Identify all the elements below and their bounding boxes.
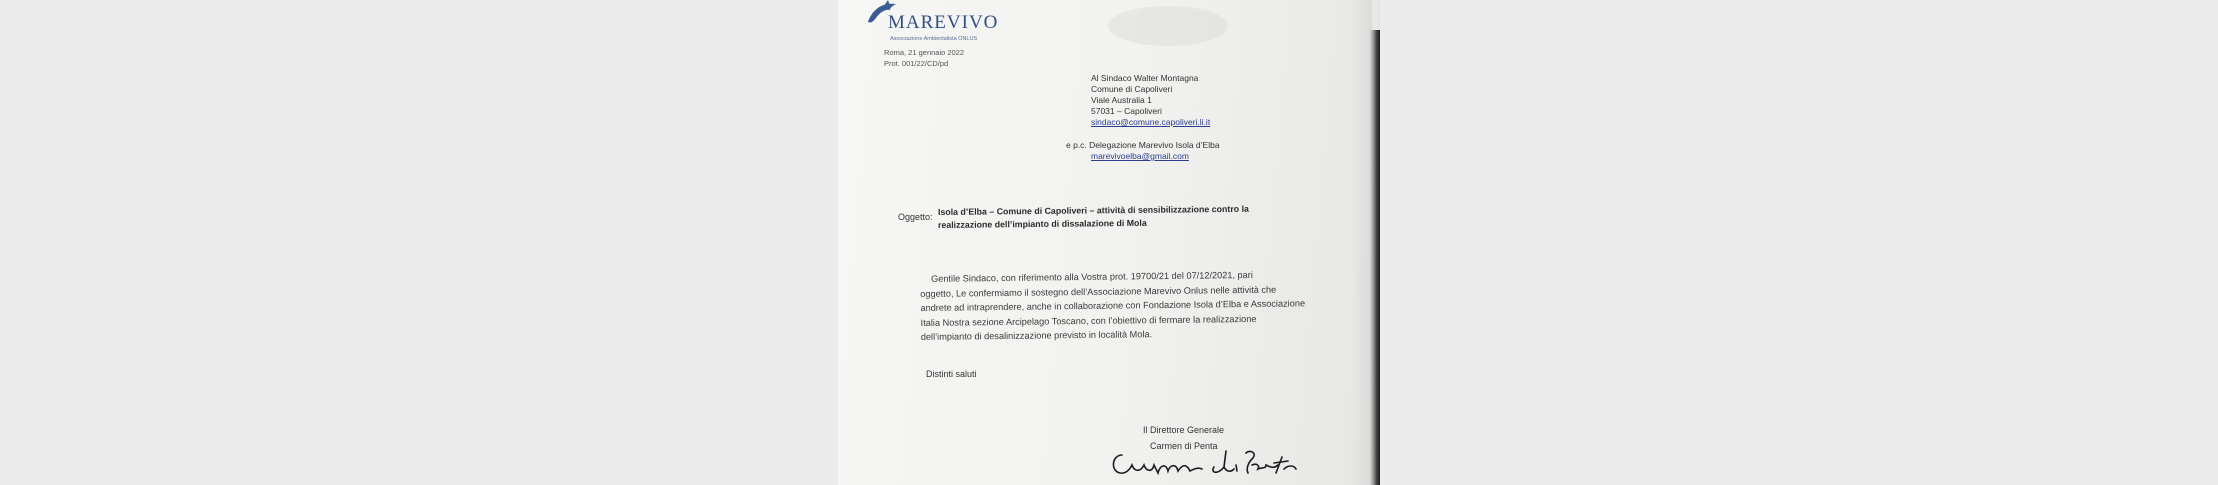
- subject-line-1: Isola d’Elba – Comune di Capoliveri – attività di sensibilizzazione contro la: [937, 203, 1249, 217]
- brand-subtitle: Associazione Ambientalista ONLUS: [890, 36, 978, 42]
- body-line-1: Gentile Sindaco, con riferimento alla Vostra prot. 19700/21 del 07/12/2021, pari: [931, 269, 1253, 284]
- letter-body: [920, 267, 1305, 344]
- recipient-line-4: 57031 – Capoliveri: [1091, 106, 1162, 116]
- recipient-email-link[interactable]: sindaco@comune.capoliveri.li.it: [1091, 117, 1211, 127]
- document-photo: [838, 0, 1380, 485]
- letter-date: Roma, 21 gennaio 2022: [884, 48, 965, 57]
- closing-greeting: Distinti saluti: [926, 369, 977, 379]
- cc-email-link[interactable]: marevivoelba@gmail.com: [1091, 151, 1189, 161]
- signatory-title: Il Direttore Generale: [1143, 425, 1225, 435]
- handwritten-signature: [1106, 443, 1306, 483]
- protocol-number: Prot. 001/22/CD/pd: [884, 59, 949, 68]
- brand-name: MAREVIVO: [888, 12, 999, 33]
- body-line-2: oggetto, Le confermiamo il sostegno dell’Associazione Marevivo Onlus nelle attività che: [920, 284, 1277, 299]
- subject-line-2: realizzazione dell’impianto di dissalazione di Mola: [937, 217, 1147, 230]
- cc-line: e p.c. Delegazione Marevivo Isola d’Elba: [1066, 140, 1220, 150]
- body-line-4: Italia Nostra sezione Arcipelago Toscano, con l’obiettivo di fermare la realizzazione: [920, 313, 1257, 328]
- paper-stain: [1108, 6, 1228, 46]
- recipient-line-2: Comune di Capoliveri: [1091, 84, 1173, 94]
- body-line-3: andrete ad intraprendere, anche in collaborazione con Fondazione Isola d’Elba e Associazione: [920, 298, 1306, 313]
- recipient-line-3: Viale Australia 1: [1091, 95, 1152, 105]
- paper-edge-shadow: [1352, 0, 1372, 485]
- recipient-line-1: Al Sindaco Walter Montagna: [1091, 73, 1199, 83]
- signatory-name: Carmen di Penta: [1150, 441, 1218, 451]
- body-line-5: dell’impianto di desalinizzazione previsto in località Mola.: [920, 329, 1153, 342]
- letter-paper: [838, 0, 1378, 485]
- background-edge: [1370, 30, 1380, 485]
- subject-label: Oggetto:: [898, 212, 933, 222]
